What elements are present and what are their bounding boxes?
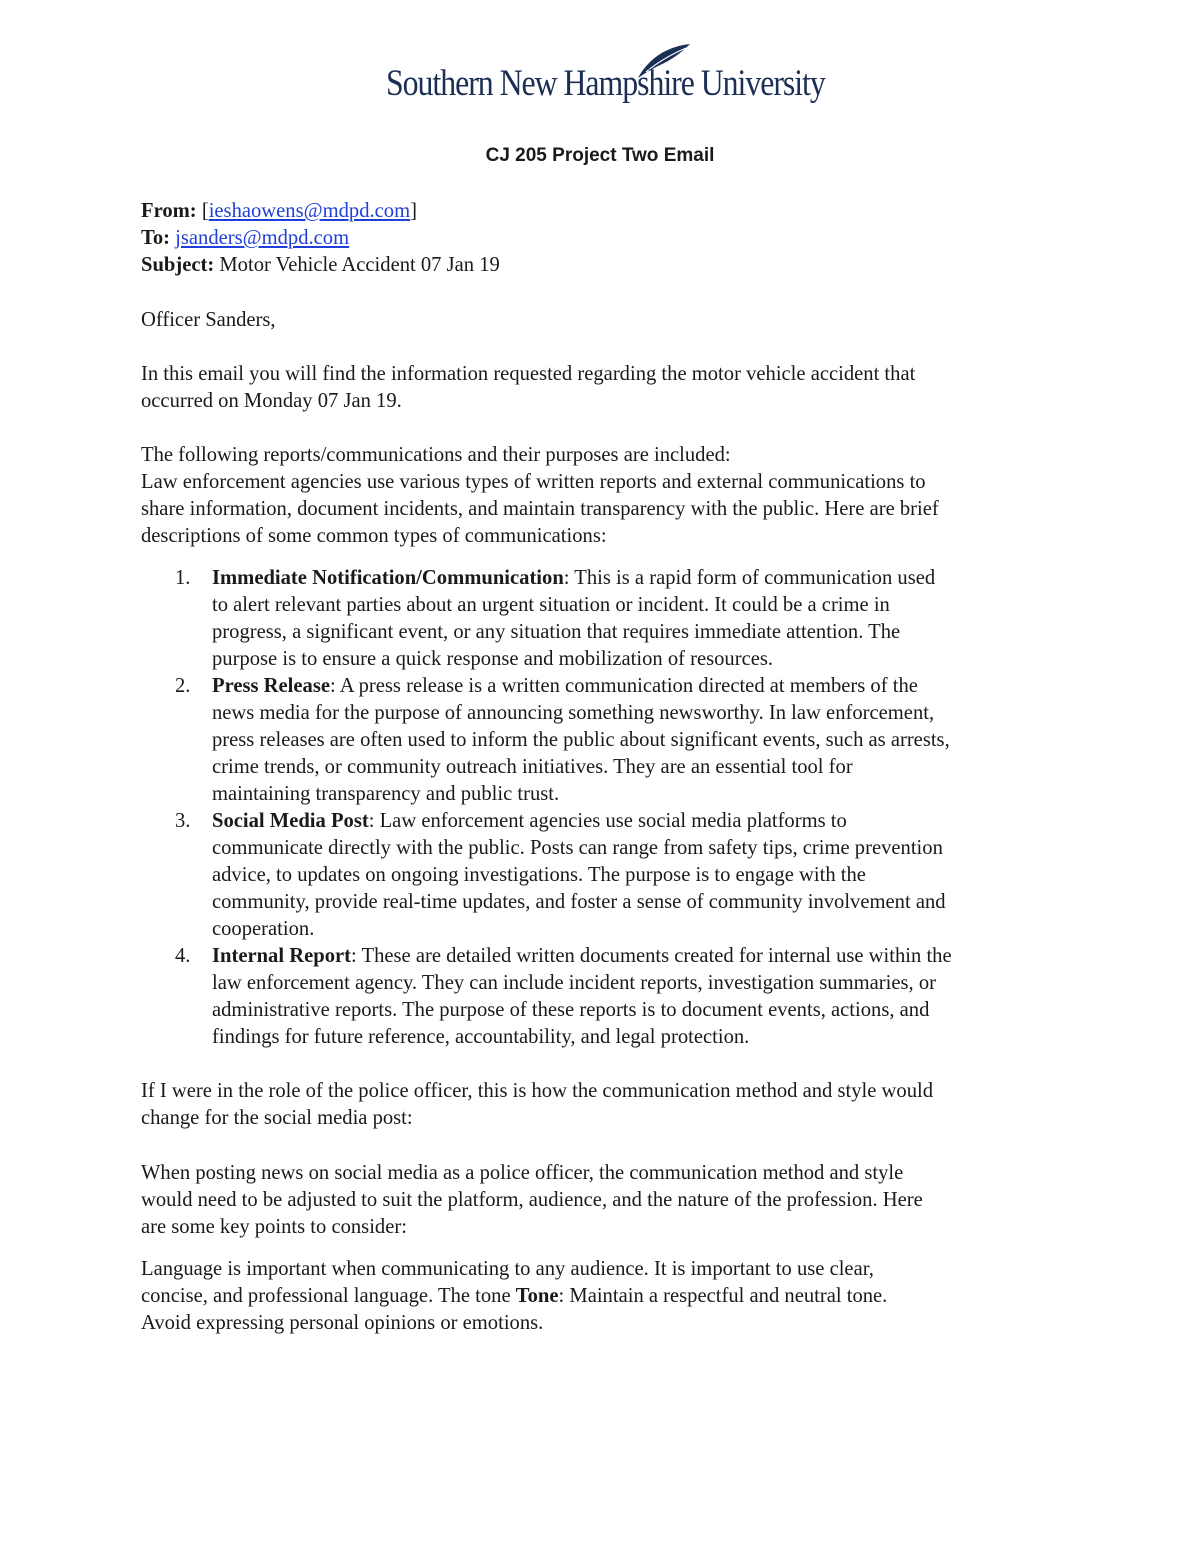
subject-value: Motor Vehicle Accident 07 Jan 19: [219, 254, 500, 276]
list-item: [141, 565, 1071, 673]
paragraph-line: Avoid expressing personal opinions or emotions.: [141, 1312, 544, 1334]
university-logo: [386, 42, 825, 108]
paragraph-line: When posting news on social media as a police officer, the communication method and style: [141, 1162, 904, 1184]
list-line: news media for the purpose of announcing something newsworthy. In law enforcement,: [212, 702, 935, 724]
paragraph-line: If I were in the role of the police officer, this is how the communication method and style would: [141, 1080, 934, 1102]
email-header: [141, 198, 1061, 279]
communications-list: [141, 565, 1071, 1051]
list-term: Press Release: [212, 675, 330, 697]
list-line: community, provide real-time updates, and foster a sense of community involvement and: [212, 891, 946, 913]
list-text: : These are detailed written documents created for internal use within the: [351, 945, 952, 967]
to-row: [141, 225, 1061, 252]
from-email-link[interactable]: ieshaowens@mdpd.com: [208, 200, 411, 222]
tone-term: Tone: [515, 1285, 559, 1307]
list-line: progress, a significant event, or any situation that requires immediate attention. The: [212, 621, 901, 643]
list-term: Immediate Notification/Communication: [212, 567, 564, 589]
paragraph-line: The following reports/communications and their purposes are included:: [141, 444, 731, 466]
subject-row: [141, 252, 1061, 279]
list-number: 4.: [175, 945, 191, 967]
language-text: : Maintain a respectful and neutral tone.: [558, 1285, 888, 1307]
list-term: Social Media Post: [212, 810, 369, 832]
posting-paragraph: [141, 1160, 1061, 1241]
document-title: CJ 205 Project Two Email: [485, 145, 715, 166]
list-text: : Law enforcement agencies use social media platforms to: [368, 810, 847, 832]
language-paragraph: [141, 1256, 1061, 1337]
paragraph-line: In this email you will find the information requested regarding the motor vehicle accident that: [141, 363, 916, 385]
from-row: [141, 198, 1061, 225]
list-item: [141, 673, 1071, 808]
language-text: concise, and professional language. The tone: [141, 1285, 516, 1307]
logo-wordmark: Southern New Hampshire University: [386, 63, 825, 104]
list-line: findings for future reference, accountability, and legal protection.: [212, 1026, 750, 1048]
list-line: maintaining transparency and public trust.: [212, 783, 560, 805]
paragraph-line: share information, document incidents, and maintain transparency with the public. Here are brief: [141, 498, 939, 520]
list-line: press releases are often used to inform the public about significant events, such as arrests,: [212, 729, 950, 751]
list-text: : This is a rapid form of communication used: [563, 567, 936, 589]
from-label: From:: [141, 200, 197, 222]
salutation-text: Officer Sanders,: [141, 309, 276, 331]
from-bracket-close: ]: [410, 200, 417, 222]
to-label: To:: [141, 227, 170, 249]
list-line: communicate directly with the public. Posts can range from safety tips, crime prevention: [212, 837, 943, 859]
reports-paragraph: [141, 442, 1061, 550]
paragraph-line: are some key points to consider:: [141, 1216, 407, 1238]
paragraph-line: change for the social media post:: [141, 1107, 413, 1129]
from-bracket-open: [: [201, 200, 209, 222]
paragraph-line: Language is important when communicating to any audience. It is important to use clear,: [141, 1258, 874, 1280]
list-line: cooperation.: [212, 918, 315, 940]
list-line: administrative reports. The purpose of these reports is to document events, actions, and: [212, 999, 930, 1021]
list-item: [141, 808, 1071, 943]
list-line: law enforcement agency. They can include incident reports, investigation summaries, or: [212, 972, 936, 994]
list-line: crime trends, or community outreach initiatives. They are an essential tool for: [212, 756, 853, 778]
to-email-link[interactable]: jsanders@mdpd.com: [175, 227, 350, 249]
paragraph-line: occurred on Monday 07 Jan 19.: [141, 390, 402, 412]
paragraph-line: descriptions of some common types of communications:: [141, 525, 607, 547]
paragraph-line: would need to be adjusted to suit the platform, audience, and the nature of the profession. Here: [141, 1189, 923, 1211]
role-paragraph: [141, 1078, 1061, 1132]
list-text: : A press release is a written communication directed at members of the: [330, 675, 918, 697]
salutation: [141, 307, 1061, 334]
intro-paragraph: [141, 361, 1061, 415]
list-line: advice, to updates on ongoing investigations. The purpose is to engage with the: [212, 864, 866, 886]
paragraph-line: [141, 1283, 1061, 1310]
subject-label: Subject:: [141, 254, 215, 276]
list-item: [141, 943, 1071, 1051]
list-term: Internal Report: [212, 945, 351, 967]
paragraph-line: Law enforcement agencies use various types of written reports and external communications to: [141, 471, 926, 493]
list-number: 3.: [175, 810, 191, 832]
list-number: 1.: [175, 567, 191, 589]
list-line: purpose is to ensure a quick response and mobilization of resources.: [212, 648, 774, 670]
list-number: 2.: [175, 675, 191, 697]
list-line: to alert relevant parties about an urgent situation or incident. It could be a crime in: [212, 594, 890, 616]
